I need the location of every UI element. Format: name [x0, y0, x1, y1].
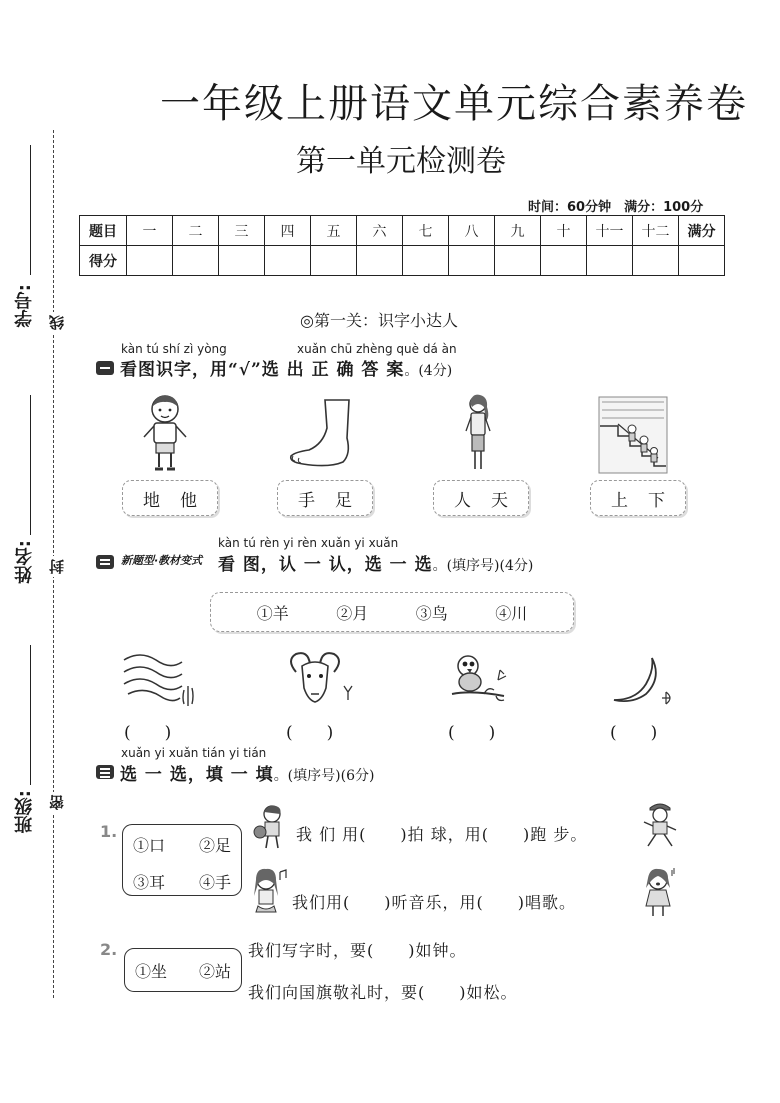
score-table-header-row [80, 216, 725, 246]
q3-sub1-number: 1. [100, 822, 118, 841]
score-cell[interactable] [265, 246, 311, 276]
moon-icon [606, 654, 676, 710]
col-3: 三 [219, 216, 265, 246]
woman-icon [460, 393, 496, 475]
q2-pinyin: kàn tú rèn yi rèn xuǎn yi xuǎn [218, 536, 399, 550]
q2-option-bird: ③鸟 [415, 603, 448, 623]
boy-icon [136, 393, 194, 473]
name-field[interactable] [30, 395, 31, 535]
name-label: 姓名: [14, 540, 35, 584]
col-6: 六 [357, 216, 403, 246]
q3-score: 。(填序号)(6分) [273, 768, 375, 784]
score-cell[interactable] [219, 246, 265, 276]
q2-instruction [218, 550, 533, 575]
question-number-1-icon [96, 361, 114, 375]
q1-option-shou[interactable]: 手 [298, 490, 315, 511]
q3-option-stand: ②站 [198, 962, 231, 981]
score-cell[interactable] [357, 246, 403, 276]
foot-icon [285, 398, 365, 470]
q1-option-ren[interactable]: 人 [454, 490, 471, 511]
q3-pinyin: xuǎn yi xuǎn tián yi tián [121, 746, 267, 760]
q1-choice-box-4 [590, 480, 686, 516]
bird-icon [448, 650, 510, 708]
q1-pinyin-b: xuǎn chū zhèng què dá àn [297, 342, 457, 356]
q2-score: 。(填序号)(4分) [432, 558, 534, 574]
seal-line-char: 线 [46, 312, 67, 333]
q2-option-moon: ②月 [336, 603, 369, 623]
col-2: 二 [173, 216, 219, 246]
col-12: 十二 [633, 216, 679, 246]
q2-option-river: ④川 [495, 603, 528, 623]
q3-option-hand: ④手 [198, 873, 231, 892]
q3-sub1-option-row-2 [123, 870, 241, 893]
q3-text: 选 一 选，填 一 填 [120, 765, 274, 785]
q3-sub1-sentence-1[interactable]: 我 们 用( )拍 球，用( )跑 步。 [296, 825, 588, 844]
q1-option-xia[interactable]: 下 [648, 490, 665, 511]
question-number-2-icon [96, 555, 114, 569]
q3-sub1-option-box [122, 824, 242, 896]
q3-option-ear: ③耳 [133, 873, 166, 892]
q1-option-di[interactable]: 地 [143, 490, 160, 511]
score-table [79, 215, 725, 276]
score-cell[interactable] [403, 246, 449, 276]
girl-music-icon [246, 866, 288, 916]
q3-option-foot: ②足 [198, 836, 231, 855]
col-4: 四 [265, 216, 311, 246]
q3-option-sit: ①坐 [135, 962, 168, 981]
q3-sub1-sentence-2[interactable]: 我们用( )听音乐，用( )唱歌。 [292, 893, 576, 912]
girl-singing-icon [636, 866, 680, 920]
q2-option-sheep: ①羊 [256, 603, 289, 623]
q3-sub2-option-row [125, 959, 241, 982]
col-10: 十 [541, 216, 587, 246]
seal-secret-char: 密 [46, 792, 67, 813]
q1-text: 看图识字，用“√”选 出 正 确 答 案 [120, 360, 405, 380]
kid-ball-icon [252, 804, 292, 852]
q2-answer-blank-2[interactable]: ( ) [286, 723, 334, 743]
page-subtitle: 第一单元检测卷 [296, 144, 506, 179]
score-cell[interactable] [541, 246, 587, 276]
q1-instruction [120, 355, 452, 380]
col-11: 十一 [587, 216, 633, 246]
q1-choice-box-2 [277, 480, 373, 516]
q3-sub2-number: 2. [100, 940, 118, 959]
row-label-subject: 题目 [80, 216, 127, 246]
q3-option-mouth: ①口 [133, 836, 166, 855]
stairs-icon [598, 396, 668, 474]
q2-answer-blank-1[interactable]: ( ) [124, 723, 172, 743]
student-no-field[interactable] [30, 145, 31, 275]
score-table-score-row [80, 246, 725, 276]
q1-option-shang[interactable]: 上 [611, 490, 628, 511]
q1-option-tian[interactable]: 天 [491, 490, 508, 511]
student-no-label: 学号: [14, 284, 35, 328]
col-9: 九 [495, 216, 541, 246]
q3-sub2-sentence-2[interactable]: 我们向国旗敬礼时，要( )如松。 [248, 983, 518, 1002]
level-title: ◎第一关：识字小达人 [300, 311, 458, 330]
q2-answer-blank-3[interactable]: ( ) [448, 723, 496, 743]
score-cell[interactable] [587, 246, 633, 276]
class-field[interactable] [30, 645, 31, 785]
score-cell[interactable] [449, 246, 495, 276]
class-label: 班级: [14, 790, 35, 834]
q2-text: 看 图，认 一 认，选 一 选 [218, 555, 433, 575]
score-cell[interactable] [311, 246, 357, 276]
question-number-3-icon [96, 765, 114, 779]
score-cell[interactable] [679, 246, 725, 276]
q2-answer-blank-4[interactable]: ( ) [610, 723, 658, 743]
score-cell[interactable] [495, 246, 541, 276]
row-label-score: 得分 [80, 246, 127, 276]
q3-sub1-option-row-1 [123, 833, 241, 856]
col-full-score: 满分 [679, 216, 725, 246]
q1-option-zu[interactable]: 足 [335, 490, 352, 511]
col-8: 八 [449, 216, 495, 246]
seal-seal-char: 封 [46, 556, 67, 577]
q1-score: 。(4分) [404, 363, 453, 379]
score-cell[interactable] [127, 246, 173, 276]
time-score-info: 时间：60分钟 满分：100分 [528, 200, 704, 215]
kid-running-icon [638, 800, 682, 850]
new-question-type-badge: 新题型·教材变式 [121, 554, 203, 567]
q3-instruction [120, 760, 374, 785]
q1-pinyin-a: kàn tú shí zì yòng [121, 342, 227, 356]
q2-option-bar [210, 592, 574, 632]
q3-sub2-option-box [124, 948, 242, 992]
q1-option-ta[interactable]: 他 [180, 490, 197, 511]
col-5: 五 [311, 216, 357, 246]
river-icon [120, 650, 196, 708]
col-7: 七 [403, 216, 449, 246]
q1-choice-box-3 [433, 480, 529, 516]
score-cell[interactable] [633, 246, 679, 276]
col-1: 一 [127, 216, 173, 246]
page-title: 一年级上册语文单元综合素养卷 [160, 81, 748, 127]
q3-sub2-sentence-1[interactable]: 我们写字时，要( )如钟。 [248, 941, 467, 960]
score-cell[interactable] [173, 246, 219, 276]
q1-choice-box-1 [122, 480, 218, 516]
sheep-icon [282, 650, 358, 706]
